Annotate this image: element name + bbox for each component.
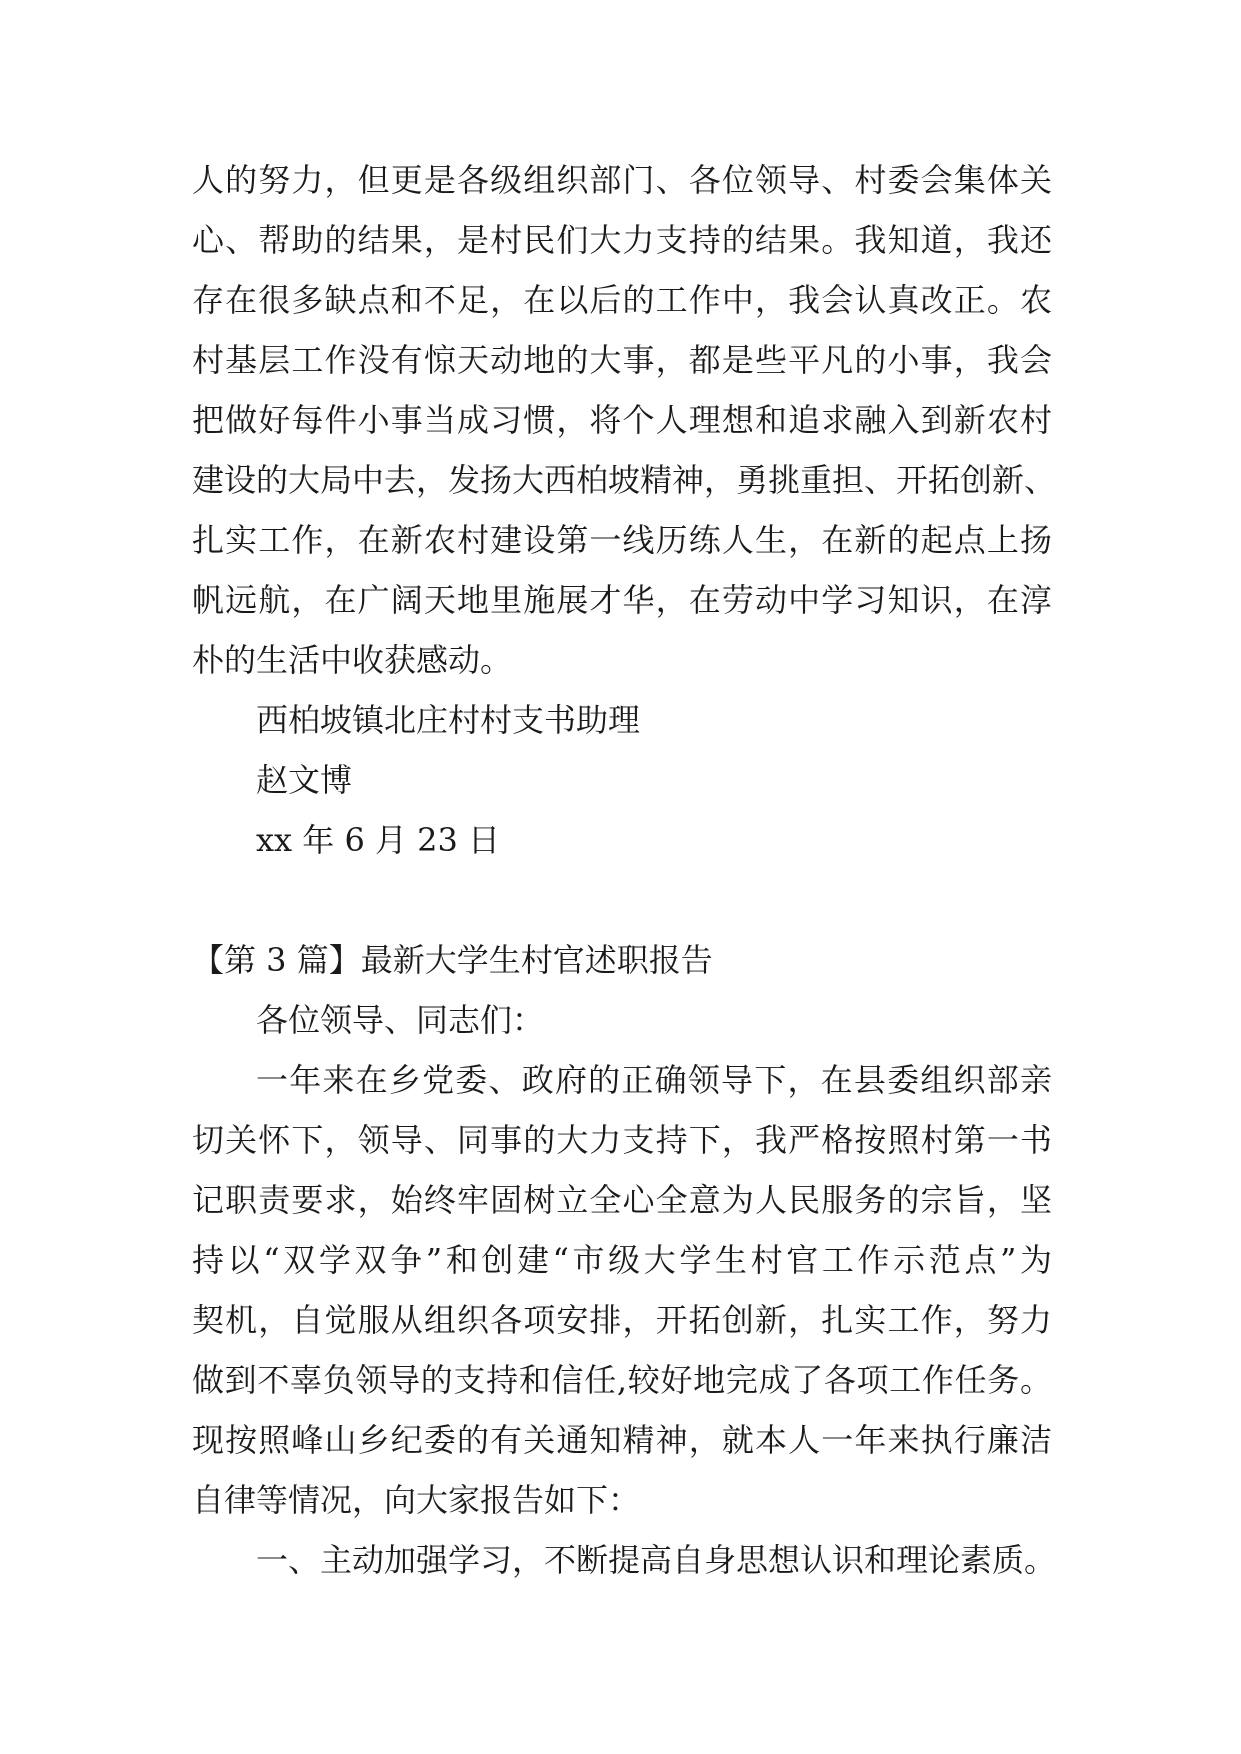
- salutation: 各位领导、同志们：: [256, 1001, 545, 1039]
- body-text-line: 心、帮助的结果，是村民们大力支持的结果。我知道，我还: [192, 221, 1052, 259]
- body-text-line: 持以“双学双争”和创建“市级大学生村官工作示范点”为: [192, 1241, 1052, 1279]
- body-text-line: 契机，自觉服从组织各项安排，开拓创新，扎实工作，努力: [192, 1301, 1052, 1339]
- body-text-line-first: 一年来在乡党委、政府的正确领导下，在县委组织部亲: [256, 1061, 1052, 1099]
- body-text-line: 现按照峰山乡纪委的有关通知精神，就本人一年来执行廉洁: [192, 1421, 1052, 1459]
- section-heading: 一、主动加强学习，不断提高自身思想认识和理论素质。: [256, 1541, 1057, 1579]
- signature-organization: 西柏坡镇北庄村村支书助理: [256, 701, 641, 739]
- body-text-line: 帆远航，在广阔天地里施展才华，在劳动中学习知识，在淳: [192, 581, 1052, 619]
- section-spacer: [192, 870, 1052, 930]
- body-text-line: 记职责要求，始终牢固树立全心全意为人民服务的宗旨，坚: [192, 1181, 1052, 1219]
- body-text-line: 做到不辜负领导的支持和信任,较好地完成了各项工作任务。: [192, 1361, 1052, 1399]
- body-text-line: 切关怀下，领导、同事的大力支持下，我严格按照村第一书: [192, 1121, 1052, 1159]
- body-text-line-last: 朴的生活中收获感动。: [192, 641, 513, 679]
- body-text-line: 村基层工作没有惊天动地的大事，都是些平凡的小事，我会: [192, 341, 1052, 379]
- body-text-line-last: 自律等情况，向大家报告如下：: [192, 1481, 641, 1519]
- body-text-line: 人的努力，但更是各级组织部门、各位领导、村委会集体关: [192, 161, 1052, 199]
- body-text-line: 存在很多缺点和不足，在以后的工作中，我会认真改正。农: [192, 281, 1052, 319]
- body-text-line: 建设的大局中去，发扬大西柏坡精神，勇挑重担、开拓创新、: [192, 461, 1057, 499]
- body-text-line: 扎实工作，在新农村建设第一线历练人生，在新的起点上扬: [192, 521, 1052, 559]
- body-text-line: 把做好每件小事当成习惯，将个人理想和追求融入到新农村: [192, 401, 1052, 439]
- signature-date: xx 年 6 月 23 日: [256, 821, 501, 859]
- section-title: 【第 3 篇】最新大学生村官述职报告: [192, 941, 713, 979]
- document-page: [192, 150, 1057, 1590]
- signature-name: 赵文博: [256, 761, 353, 799]
